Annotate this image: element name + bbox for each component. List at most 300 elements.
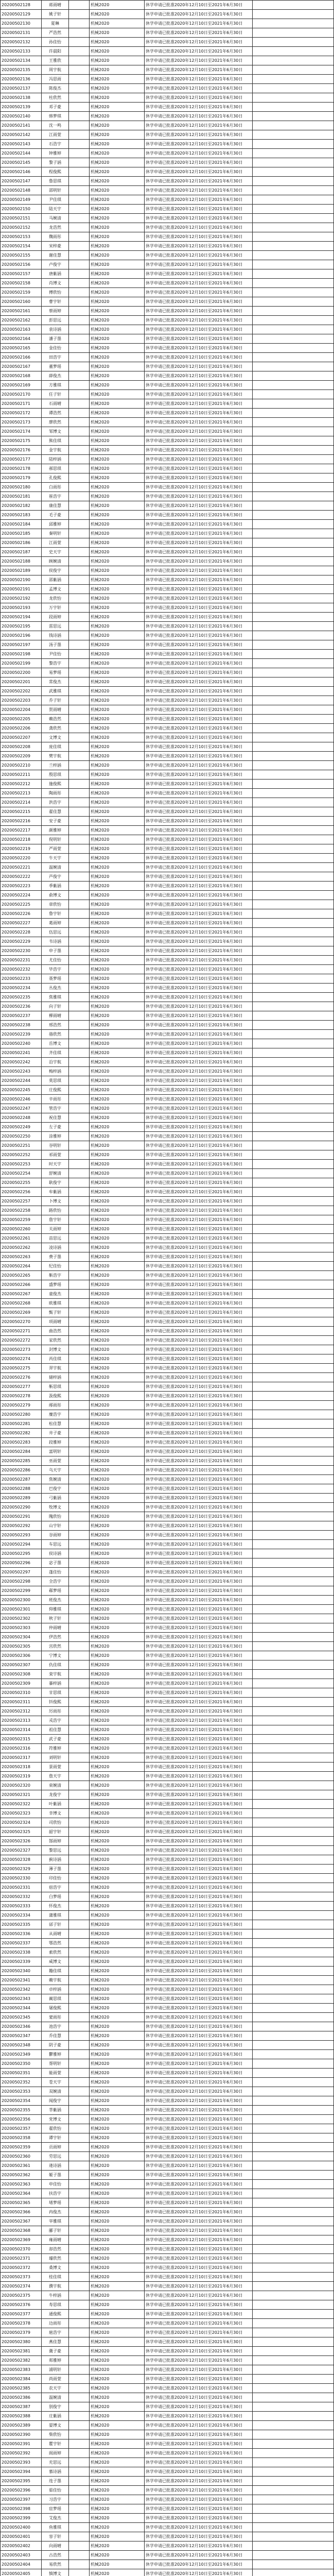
empty-cell (253, 1818, 334, 1827)
name-cell: 封博文 (42, 1345, 69, 1354)
status-cell: 休学申请已批准2020年12月10日至2021年6月30日 (145, 900, 253, 909)
blank-cell (69, 232, 90, 242)
table-row (1, 1809, 334, 1818)
class-cell: 机械2020 (90, 1271, 145, 1280)
empty-cell (253, 1772, 334, 1781)
blank-cell (69, 1967, 90, 1976)
class-cell: 机械2020 (90, 603, 145, 613)
empty-cell (253, 770, 334, 779)
class-cell: 机械2020 (90, 1651, 145, 1660)
student-id-cell: 20200502153 (1, 232, 42, 242)
table-row (1, 1568, 334, 1577)
class-cell: 机械2020 (90, 2096, 145, 2106)
student-id-cell: 20200502310 (1, 1688, 42, 1698)
status-cell: 休学申请已批准2020年12月10日至2021年6月30日 (145, 1948, 253, 1957)
class-cell: 机械2020 (90, 1967, 145, 1976)
table-row (1, 316, 334, 325)
table-row (1, 687, 334, 696)
name-cell: 焦婉清 (42, 1475, 69, 1484)
table-row (1, 770, 334, 779)
status-cell: 休学申请已批准2020年12月10日至2021年6月30日 (145, 2300, 253, 2310)
status-cell: 休学申请已批准2020年12月10日至2021年6月30日 (145, 965, 253, 974)
blank-cell (69, 1234, 90, 1243)
class-cell: 机械2020 (90, 390, 145, 399)
class-cell: 机械2020 (90, 594, 145, 603)
class-cell: 机械2020 (90, 2217, 145, 2226)
empty-cell (253, 1633, 334, 1642)
status-cell: 休学申请已批准2020年12月10日至2021年6月30日 (145, 1160, 253, 1169)
table-row (1, 353, 334, 362)
class-cell: 机械2020 (90, 1670, 145, 1679)
class-cell: 机械2020 (90, 2412, 145, 2421)
student-id-cell: 20200502161 (1, 307, 42, 316)
empty-cell (253, 130, 334, 140)
class-cell: 机械2020 (90, 214, 145, 223)
student-id-cell: 20200502228 (1, 928, 42, 937)
table-row (1, 2412, 334, 2421)
blank-cell (69, 1419, 90, 1429)
table-row (1, 2402, 334, 2412)
student-id-cell: 20200502229 (1, 937, 42, 946)
empty-cell (253, 2291, 334, 2300)
empty-cell (253, 1039, 334, 1048)
empty-cell (253, 1466, 334, 1475)
blank-cell (69, 2096, 90, 2106)
blank-cell (69, 640, 90, 650)
status-cell: 休学申请已批准2020年12月10日至2021年6月30日 (145, 2087, 253, 2096)
status-cell: 休学申请已批准2020年12月10日至2021年6月30日 (145, 677, 253, 687)
student-id-cell: 20200502327 (1, 1846, 42, 1855)
name-cell: 钟雅婷 (42, 149, 69, 158)
student-id-cell: 20200502362 (1, 2171, 42, 2180)
empty-cell (253, 1280, 334, 1290)
empty-cell (253, 2523, 334, 2532)
blank-cell (69, 149, 90, 158)
student-id-cell: 20200502149 (1, 195, 42, 205)
blank-cell (69, 1178, 90, 1188)
empty-cell (253, 1892, 334, 1902)
blank-cell (69, 909, 90, 919)
table-row (1, 2087, 334, 2096)
student-id-cell: 20200502286 (1, 1466, 42, 1475)
table-row (1, 1392, 334, 1401)
table-row (1, 1549, 334, 1558)
name-cell: 习浩宇 (42, 2495, 69, 2504)
class-cell: 机械2020 (90, 575, 145, 585)
empty-cell (253, 1252, 334, 1262)
class-cell: 机械2020 (90, 511, 145, 520)
blank-cell (69, 1197, 90, 1206)
empty-cell (253, 891, 334, 900)
status-cell: 休学申请已批准2020年12月10日至2021年6月30日 (145, 1271, 253, 1280)
class-cell: 机械2020 (90, 1382, 145, 1392)
empty-cell (253, 2050, 334, 2059)
status-cell: 休学申请已批准2020年12月10日至2021年6月30日 (145, 186, 253, 195)
class-cell: 机械2020 (90, 1178, 145, 1188)
table-row (1, 1929, 334, 1939)
name-cell: 乔子轩 (42, 696, 69, 705)
blank-cell (69, 677, 90, 687)
student-id-cell: 20200502151 (1, 214, 42, 223)
student-id-cell: 20200502347 (1, 2031, 42, 2041)
status-cell: 休学申请已批准2020年12月10日至2021年6月30日 (145, 1002, 253, 1011)
blank-cell (69, 1976, 90, 1985)
table-row (1, 1735, 334, 1744)
empty-cell (253, 1939, 334, 1948)
status-cell: 休学申请已批准2020年12月10日至2021年6月30日 (145, 1178, 253, 1188)
status-cell: 休学申请已批准2020年12月10日至2021年6月30日 (145, 2273, 253, 2282)
status-cell: 休学申请已批准2020年12月10日至2021年6月30日 (145, 1401, 253, 1410)
student-id-cell: 20200502356 (1, 2115, 42, 2124)
table-row (1, 1048, 334, 1058)
empty-cell (253, 316, 334, 325)
status-cell: 休学申请已批准2020年12月10日至2021年6月30日 (145, 1234, 253, 1243)
empty-cell (253, 65, 334, 75)
blank-cell (69, 65, 90, 75)
status-cell: 休学申请已批准2020年12月10日至2021年6月30日 (145, 167, 253, 177)
blank-cell (69, 1058, 90, 1067)
name-cell: 项雨晴 (42, 1317, 69, 1327)
status-cell: 休学申请已批准2020年12月10日至2021年6月30日 (145, 798, 253, 807)
student-id-cell: 20200502394 (1, 2467, 42, 2477)
class-cell: 机械2020 (90, 2495, 145, 2504)
name-cell: 严浩然 (42, 28, 69, 38)
name-cell: 韩梦琪 (42, 112, 69, 121)
name-cell: 邵明轩 (42, 186, 69, 195)
empty-cell (253, 1345, 334, 1354)
empty-cell (253, 1225, 334, 1234)
empty-cell (253, 362, 334, 371)
blank-cell (69, 650, 90, 659)
table-row (1, 1698, 334, 1707)
class-cell: 机械2020 (90, 1846, 145, 1855)
empty-cell (253, 1827, 334, 1837)
table-row (1, 946, 334, 956)
table-row (1, 232, 334, 242)
name-cell: 龚欣然 (42, 724, 69, 733)
blank-cell (69, 2412, 90, 2421)
student-id-cell: 20200502350 (1, 2059, 42, 2069)
student-id-cell: 20200502210 (1, 761, 42, 770)
student-id-cell: 20200502353 (1, 2087, 42, 2096)
student-id-cell: 20200502361 (1, 2161, 42, 2171)
class-cell: 机械2020 (90, 195, 145, 205)
class-cell: 机械2020 (90, 715, 145, 724)
empty-cell (253, 2310, 334, 2319)
empty-cell (253, 511, 334, 520)
name-cell: 葛雨婷 (42, 919, 69, 928)
status-cell: 休学申请已批准2020年12月10日至2021年6月30日 (145, 1447, 253, 1456)
class-cell: 机械2020 (90, 2282, 145, 2291)
table-row (1, 2560, 334, 2569)
name-cell: 袁诗涵 (42, 325, 69, 334)
table-row (1, 1484, 334, 1494)
class-cell: 机械2020 (90, 1883, 145, 1892)
empty-cell (253, 1021, 334, 1030)
empty-cell (253, 872, 334, 882)
blank-cell (69, 1262, 90, 1271)
student-id-cell: 20200502138 (1, 93, 42, 103)
blank-cell (69, 1772, 90, 1781)
status-cell: 休学申请已批准2020年12月10日至2021年6月30日 (145, 38, 253, 47)
table-row (1, 974, 334, 984)
table-row (1, 937, 334, 946)
name-cell: 曹宇轩 (42, 297, 69, 307)
class-cell: 机械2020 (90, 381, 145, 390)
class-cell: 机械2020 (90, 260, 145, 269)
empty-cell (253, 733, 334, 742)
table-row (1, 1030, 334, 1039)
blank-cell (69, 2467, 90, 2477)
empty-cell (253, 1392, 334, 1401)
empty-cell (253, 1744, 334, 1753)
empty-cell (253, 1002, 334, 1011)
class-cell: 机械2020 (90, 473, 145, 483)
name-cell: 顾婉清 (42, 557, 69, 566)
class-cell: 机械2020 (90, 297, 145, 307)
empty-cell (253, 140, 334, 149)
name-cell: 芮佳琪 (42, 1354, 69, 1364)
blank-cell (69, 2541, 90, 2551)
table-row (1, 2115, 334, 2124)
status-cell: 休学申请已批准2020年12月10日至2021年6月30日 (145, 2022, 253, 2031)
status-cell: 休学申请已批准2020年12月10日至2021年6月30日 (145, 2514, 253, 2523)
student-id-cell: 20200502393 (1, 2458, 42, 2467)
name-cell: 叶紫涵 (42, 1800, 69, 1809)
name-cell: 厉雨彤 (42, 1707, 69, 1716)
table-row (1, 1243, 334, 1252)
name-cell: 樊宇航 (42, 752, 69, 761)
empty-cell (253, 965, 334, 974)
student-id-cell: 20200502147 (1, 177, 42, 186)
status-cell: 休学申请已批准2020年12月10日至2021年6月30日 (145, 1716, 253, 1725)
blank-cell (69, 492, 90, 501)
blank-cell (69, 622, 90, 631)
class-cell: 机械2020 (90, 631, 145, 640)
student-id-cell: 20200502301 (1, 1605, 42, 1614)
student-id-cell: 20200502340 (1, 1967, 42, 1976)
class-cell: 机械2020 (90, 103, 145, 112)
student-id-cell: 20200502141 (1, 121, 42, 130)
table-row (1, 575, 334, 585)
table-row (1, 1438, 334, 1447)
class-cell: 机械2020 (90, 47, 145, 56)
table-row (1, 2337, 334, 2347)
student-id-cell: 20200502349 (1, 2050, 42, 2059)
student-id-cell: 20200502392 (1, 2449, 42, 2458)
class-cell: 机械2020 (90, 1521, 145, 1531)
class-cell: 机械2020 (90, 863, 145, 872)
table-row (1, 1772, 334, 1781)
student-id-cell: 20200502272 (1, 1336, 42, 1345)
blank-cell (69, 752, 90, 761)
class-cell: 机械2020 (90, 2541, 145, 2551)
table-row (1, 668, 334, 677)
class-cell: 机械2020 (90, 538, 145, 548)
blank-cell (69, 130, 90, 140)
student-id-cell: 20200502364 (1, 2189, 42, 2198)
class-cell: 机械2020 (90, 446, 145, 455)
blank-cell (69, 1401, 90, 1410)
name-cell: 申子墨 (42, 946, 69, 956)
student-id-cell: 20200502246 (1, 1095, 42, 1104)
blank-cell (69, 1410, 90, 1419)
empty-cell (253, 325, 334, 334)
student-id-cell: 20200502223 (1, 882, 42, 891)
student-id-cell: 20200502215 (1, 807, 42, 817)
table-row (1, 2235, 334, 2245)
blank-cell (69, 214, 90, 223)
blank-cell (69, 946, 90, 956)
name-cell: 夏琳 (42, 19, 69, 28)
status-cell: 休学申请已批准2020年12月10日至2021年6月30日 (145, 325, 253, 334)
class-cell: 机械2020 (90, 1188, 145, 1197)
blank-cell (69, 399, 90, 409)
name-cell: 石浩宇 (42, 140, 69, 149)
blank-cell (69, 1846, 90, 1855)
empty-cell (253, 1716, 334, 1725)
table-row (1, 2124, 334, 2133)
class-cell: 机械2020 (90, 167, 145, 177)
student-id-cell: 20200502402 (1, 2541, 42, 2551)
class-cell: 机械2020 (90, 1058, 145, 1067)
status-cell: 休学申请已批准2020年12月10日至2021年6月30日 (145, 1392, 253, 1401)
status-cell: 休学申请已批准2020年12月10日至2021年6月30日 (145, 1781, 253, 1790)
status-cell: 休学申请已批准2020年12月10日至2021年6月30日 (145, 2430, 253, 2439)
status-cell: 休学申请已批准2020年12月10日至2021年6月30日 (145, 585, 253, 594)
class-cell: 机械2020 (90, 399, 145, 409)
class-cell: 机械2020 (90, 2087, 145, 2096)
status-cell: 休学申请已批准2020年12月10日至2021年6月30日 (145, 2560, 253, 2569)
status-cell: 休学申请已批准2020年12月10日至2021年6月30日 (145, 140, 253, 149)
empty-cell (253, 418, 334, 427)
table-row (1, 2393, 334, 2402)
empty-cell (253, 2347, 334, 2356)
table-row (1, 121, 334, 130)
name-cell: 浦明轩 (42, 2365, 69, 2375)
status-cell: 休学申请已批准2020年12月10日至2021年6月30日 (145, 2152, 253, 2161)
class-cell: 机械2020 (90, 2171, 145, 2180)
student-id-cell: 20200502386 (1, 2393, 42, 2402)
blank-cell (69, 1911, 90, 1920)
status-cell: 休学申请已批准2020年12月10日至2021年6月30日 (145, 427, 253, 436)
class-cell: 机械2020 (90, 1549, 145, 1558)
empty-cell (253, 1401, 334, 1410)
table-row (1, 1345, 334, 1354)
status-cell: 休学申请已批准2020年12月10日至2021年6月30日 (145, 65, 253, 75)
name-cell: 桑博文 (42, 2263, 69, 2273)
table-row (1, 1262, 334, 1271)
name-cell: 詹宇轩 (42, 1215, 69, 1225)
student-id-cell: 20200502196 (1, 631, 42, 640)
name-cell: 龙欣怡 (42, 594, 69, 603)
empty-cell (253, 1197, 334, 1206)
student-id-cell: 20200502288 (1, 1484, 42, 1494)
name-cell: 庄俊熙 (42, 1086, 69, 1095)
name-cell: 孙佳怡 (42, 38, 69, 47)
empty-cell (253, 520, 334, 529)
student-id-cell: 20200502291 (1, 1512, 42, 1521)
empty-cell (253, 844, 334, 854)
student-id-cell: 20200502218 (1, 835, 42, 844)
class-cell: 机械2020 (90, 1438, 145, 1447)
name-cell: 周宇航 (42, 65, 69, 75)
name-cell: 祝佳慧 (42, 1113, 69, 1123)
class-cell: 机械2020 (90, 56, 145, 65)
status-cell: 休学申请已批准2020年12月10日至2021年6月30日 (145, 251, 253, 260)
table-row (1, 1086, 334, 1095)
blank-cell (69, 705, 90, 715)
status-cell: 休学申请已批准2020年12月10日至2021年6月30日 (145, 2115, 253, 2124)
name-cell: 庞佳琪 (42, 742, 69, 752)
student-id-cell: 20200502199 (1, 659, 42, 668)
blank-cell (69, 2310, 90, 2319)
name-cell: 羿宇航 (42, 1364, 69, 1373)
blank-cell (69, 1725, 90, 1735)
name-cell: 伍思远 (42, 928, 69, 937)
table-row (1, 2226, 334, 2235)
name-cell: 宓子墨 (42, 1558, 69, 1568)
table-row (1, 2059, 334, 2069)
student-id-cell: 20200502265 (1, 1271, 42, 1280)
status-cell: 休学申请已批准2020年12月10日至2021年6月30日 (145, 316, 253, 325)
status-cell: 休学申请已批准2020年12月10日至2021年6月30日 (145, 2328, 253, 2337)
empty-cell (253, 1, 334, 10)
blank-cell (69, 993, 90, 1002)
class-cell: 机械2020 (90, 2310, 145, 2319)
empty-cell (253, 2069, 334, 2078)
table-row (1, 1985, 334, 1994)
table-row (1, 2495, 334, 2504)
table-row (1, 798, 334, 807)
class-cell: 机械2020 (90, 984, 145, 993)
empty-cell (253, 724, 334, 733)
blank-cell (69, 566, 90, 575)
student-id-cell: 20200502171 (1, 399, 42, 409)
student-id-cell: 20200502279 (1, 1401, 42, 1410)
empty-cell (253, 1456, 334, 1466)
blank-cell (69, 798, 90, 807)
class-cell: 机械2020 (90, 75, 145, 84)
empty-cell (253, 297, 334, 307)
name-cell: 龙浩然 (42, 223, 69, 232)
empty-cell (253, 344, 334, 353)
class-cell: 机械2020 (90, 2560, 145, 2569)
student-id-cell: 20200502244 (1, 1076, 42, 1086)
empty-cell (253, 2412, 334, 2421)
student-id-cell: 20200502314 (1, 1725, 42, 1735)
table-row (1, 325, 334, 334)
empty-cell (253, 1623, 334, 1633)
student-id-cell: 20200502157 (1, 269, 42, 279)
status-cell: 休学申请已批准2020年12月10日至2021年6月30日 (145, 1243, 253, 1252)
name-cell: 沈一鸣 (42, 121, 69, 130)
status-cell: 休学申请已批准2020年12月10日至2021年6月30日 (145, 177, 253, 186)
student-id-cell: 20200502150 (1, 205, 42, 214)
status-cell: 休学申请已批准2020年12月10日至2021年6月30日 (145, 223, 253, 232)
empty-cell (253, 817, 334, 826)
status-cell: 休学申请已批准2020年12月10日至2021年6月30日 (145, 1021, 253, 1030)
student-id-cell: 20200502184 (1, 520, 42, 529)
class-cell: 机械2020 (90, 1336, 145, 1345)
blank-cell (69, 186, 90, 195)
status-cell: 休学申请已批准2020年12月10日至2021年6月30日 (145, 19, 253, 28)
class-cell: 机械2020 (90, 2115, 145, 2124)
name-cell: 詹天宇 (42, 1772, 69, 1781)
name-cell: 柳雨晴 (42, 1011, 69, 1021)
name-cell: 蓟诗涵 (42, 1855, 69, 1865)
class-cell: 机械2020 (90, 2393, 145, 2402)
